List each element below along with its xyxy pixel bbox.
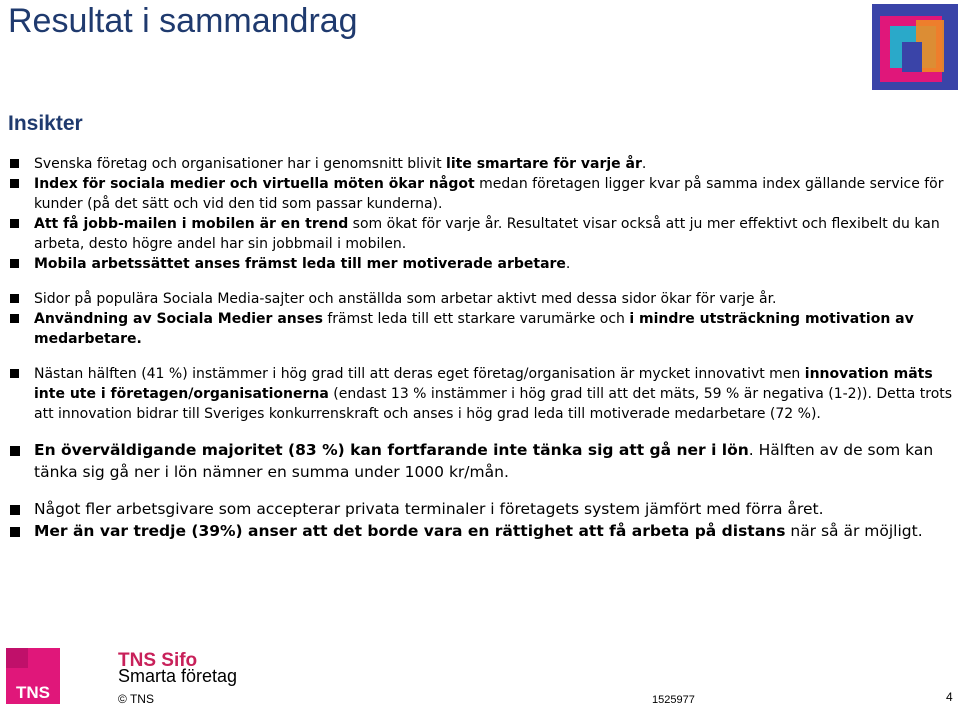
bullet-text: Svenska företag och organisationer har i genomsnitt blivit: [34, 156, 447, 172]
bullet-text: när så är möjligt.: [785, 522, 923, 540]
job-number: 1525977: [652, 694, 695, 706]
svg-text:TNS: TNS: [16, 683, 50, 702]
bullet-item: [8, 174, 953, 214]
decorative-squares-logo-icon: [872, 4, 958, 90]
bullet-text-bold: innovation mäts inte ute i företagen/organisationerna: [34, 366, 933, 402]
bullet-text: som ökat för varje år. Resultatet visar också att ju mer effektivt och flexibelt du kan arbeta, desto högre andel har sin jobbmail i mobilen.: [34, 216, 940, 252]
brand-tagline: Smarta företag: [118, 666, 238, 686]
square-bullet-icon: [10, 259, 19, 268]
bullet-item: [8, 214, 953, 254]
square-bullet-icon: [10, 179, 19, 188]
bullet-text: främst leda till ett starkare varumärke och: [322, 311, 630, 327]
section-heading: Insikter: [8, 112, 83, 135]
bullet-text: .: [565, 256, 571, 272]
square-bullet-icon: [10, 219, 19, 228]
bullet-text: .: [641, 156, 647, 172]
square-bullet-icon: [10, 446, 20, 456]
bullet-item: [8, 439, 953, 483]
bullet-text-bold: lite smartare för varje år: [446, 156, 642, 172]
bullet-text: (endast 13 % instämmer i hög grad till att det mäts, 59 % är negativa (1-2)). Detta trots att innovation bidrar till Sveriges konkurrenskraft och anses i hög grad leda till motiverade medarbetare (72 %).: [34, 386, 953, 422]
bullet-text: Sidor på populära Sociala Media-sajter och anställda som arbetar aktivt med dessa sidor ökar för varje år.: [34, 291, 777, 307]
bullet-item: [8, 154, 953, 174]
bullet-text-bold: Mer än var tredje (39%) anser att det borde vara en rättighet att få arbeta på distans: [34, 522, 786, 540]
tns-logo-icon: [6, 648, 60, 704]
bullet-item: [8, 254, 953, 274]
bullet-item: [8, 364, 953, 424]
bullet-item: [8, 498, 953, 520]
bullet-spacer: [8, 274, 953, 289]
square-bullet-icon: [10, 294, 19, 303]
bullet-text-bold: i mindre utsträckning motivation av medarbetare.: [34, 311, 914, 347]
bullet-text-bold: En överväldigande majoritet (83 %) kan fortfarande inte tänka sig att gå ner i lön: [34, 441, 749, 459]
square-bullet-icon: [10, 505, 20, 515]
square-bullet-icon: [10, 314, 19, 323]
bullet-list: [8, 154, 953, 542]
page-title: Resultat i sammandrag: [8, 2, 358, 40]
bullet-text-bold: Index för sociala medier och virtuella möten ökar något: [34, 176, 475, 192]
bullet-text: Något fler arbetsgivare som accepterar privata terminaler i företagets system jämfört med förra året.: [34, 500, 824, 518]
square-bullet-icon: [10, 527, 20, 537]
bullet-item: [8, 289, 953, 309]
copyright-text: © TNS: [118, 692, 154, 706]
bullet-text-bold: Mobila arbetssättet anses främst leda till mer motiverade arbetare: [34, 256, 566, 272]
bullet-item: [8, 520, 953, 542]
bullet-spacer: [8, 349, 953, 364]
square-bullet-icon: [10, 369, 19, 378]
bullet-spacer: [8, 483, 953, 498]
bullet-text-bold: Att få jobb-mailen i mobilen är en trend: [34, 216, 349, 232]
page-number: 4: [946, 690, 953, 704]
bullet-text: . Hälften av de som kan tänka sig gå ner i lön nämner en summa under 1000 kr/mån.: [34, 441, 934, 481]
bullet-text-bold: Användning av Sociala Medier anses: [34, 311, 323, 327]
bullet-text: Nästan hälften (41 %) instämmer i hög grad till att deras eget företag/organisation är mycket innovativt men: [34, 366, 805, 382]
brand-name: TNS Sifo: [118, 650, 198, 671]
bullet-spacer: [8, 424, 953, 439]
bullet-item: [8, 309, 953, 349]
square-bullet-icon: [10, 159, 19, 168]
bullet-text: medan företagen ligger kvar på samma index gällande service för kunder (på det sätt och vid den tid som passar kunderna).: [34, 176, 944, 212]
